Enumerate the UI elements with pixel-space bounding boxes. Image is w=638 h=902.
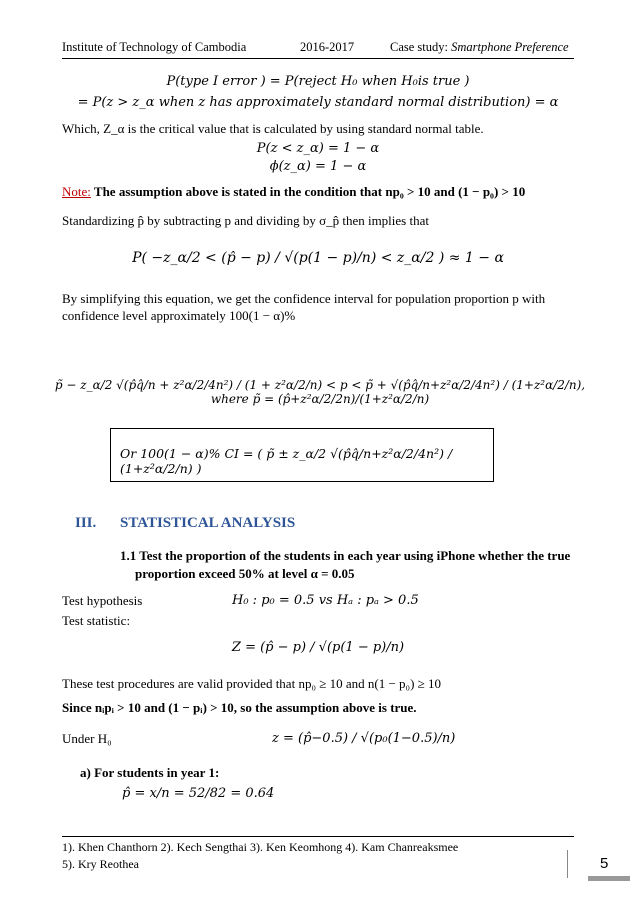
header-case-prefix: Case study: [390,40,452,54]
ci-box-formula: Or 100(1 − α)% CI = ( p̃ ± z_α/2 √(p̂q̂/n+z²α/2/4n²) / (1+z²α/2/n) ) [120,446,453,476]
under-label: Under H₀ [62,731,112,746]
note-text: The assumption above is stated in the condition that np₀ > 10 and (1 − p₀) > 10 [90,184,526,199]
test-statistic-label: Test statistic: [62,613,131,628]
which-text: Which, Z_α is the critical value that is calculated by using standard normal table. [62,121,484,136]
section-number: III. [75,515,97,531]
equation-critical-2: ϕ(z_α) = 1 − α [269,159,367,174]
section-title: STATISTICAL ANALYSIS [120,515,296,531]
note-label: Note: [62,184,91,199]
subsection-line-1: 1.1 Test the proportion of the students in each year using iPhone whether the true [120,548,571,563]
footer-authors-line-1: 1). Khen Chanthorn 2). Kech Sengthai 3). Ken Keomhong 4). Kam Chanreaksmee [62,840,459,854]
footer-rule [62,836,574,837]
equation-type-i-error-2: = P(z > z_α when z has approximately standard normal distribution) = α [77,95,559,110]
page-number: 5 [600,855,609,872]
header-case-title: Smartphone Preference [451,40,569,54]
valid-text: These test procedures are valid provided that np₀ ≥ 10 and n(1 − p₀) ≥ 10 [62,676,442,691]
subsection-line-2: proportion exceed 50% at level α = 0.05 [135,566,355,581]
under-formula: z = (p̂−0.5) / √(p₀(1−0.5)/n) [272,731,456,746]
note-paragraph [62,184,525,200]
test-hypothesis-label: Test hypothesis [62,593,143,608]
page-number-bar [588,876,630,881]
simplifying-text: By simplifying this equation, we get the confidence interval for population proportion p with confidence level approximately 100(1 − α)% [62,291,546,323]
phat-formula: p̂ = x/n = 52/82 = 0.64 [122,786,275,801]
equation-standardized: P( −z_α/2 < (p̂ − p) / √(p(1 − p)/n) < z_α/2 ) ≈ 1 − α [132,250,504,266]
equation-type-i-error: P(type I error ) = P(reject H₀ when H₀is true ) [166,74,470,89]
header-rule [62,58,574,59]
footer-authors-line-2: 5). Kry Reothea [62,857,139,871]
part-a-heading: a) For students in year 1: [80,765,220,780]
ci-formula: p̃ − z_α/2 √(p̂q̂/n + z²α/2/4n²) / (1 + z²α/2/n) < p < p̃ + √(p̂q̂/n+z²α/2/4n²) / (1+z²α/2/n), where p̃ = (p̂+z²α/2/2n)/(1+z²α/2/n) [54,378,586,406]
standardizing-text: Standardizing p̂ by subtracting p and dividing by σ_p̂ then implies that [62,213,429,228]
z-formula: Z = (p̂ − p) / √(p(1 − p)/n) [231,640,405,655]
test-hypothesis: H₀ : p₀ = 0.5 vs Hₐ : pₐ > 0.5 [232,593,419,608]
header-case-study [390,40,569,55]
header-institute: Institute of Technology of Cambodia [62,40,247,54]
page-number-box [567,850,598,878]
since-text: Since nᵢpᵢ > 10 and (1 − pᵢ) > 10, so the assumption above is true. [62,700,417,715]
header-year: 2016-2017 [300,40,355,54]
equation-critical-1: P(z < z_α) = 1 − α [256,141,380,156]
